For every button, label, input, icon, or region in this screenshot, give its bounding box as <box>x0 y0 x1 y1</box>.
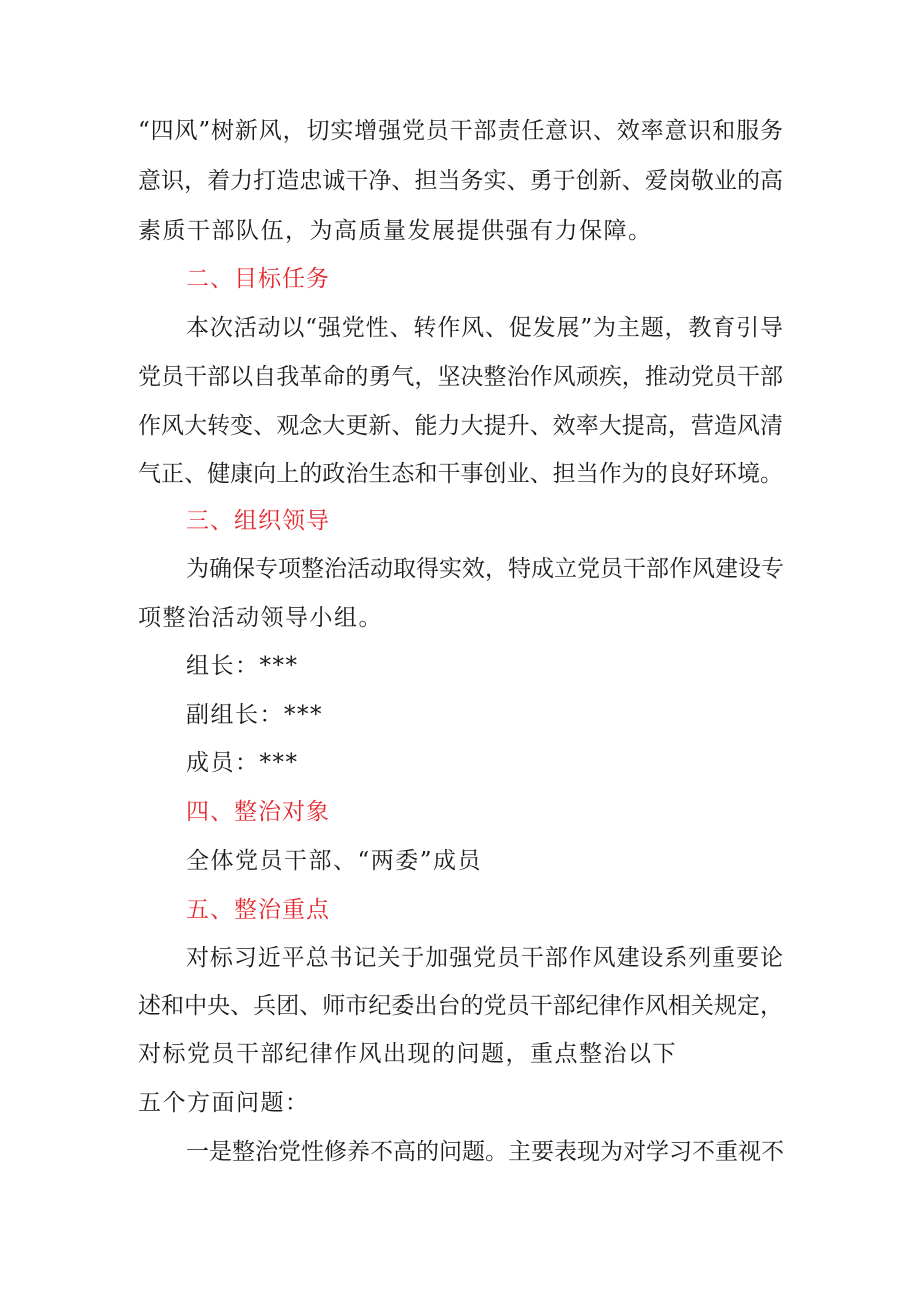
intro-line-3: 素质干部队伍，为高质量发展提供强有力保障。 <box>138 218 653 244</box>
targets-text: 全体党员干部、“两委”成员 <box>186 848 483 874</box>
key-points-line-1: 对标习近平总书记关于加强党员干部作风建设系列重要论 <box>186 945 783 971</box>
key-points-line-2: 述和中央、兵团、师市纪委出台的党员干部纪律作风相关规定， <box>138 993 783 1019</box>
goals-line-2: 党员干部以自我革命的勇气，坚决整治作风顽疾，推动党员干部 <box>138 364 783 390</box>
organization-line-1: 为确保专项整治活动取得实效，特成立党员干部作风建设专 <box>186 556 784 582</box>
intro-line-1: “四风”树新风，切实增强党员干部责任意识、效率意识和服务 <box>138 118 783 144</box>
section-heading-goals: 二、目标任务 <box>186 266 330 292</box>
key-points-line-4: 五个方面问题： <box>138 1090 310 1116</box>
section-heading-key-points: 五、整治重点 <box>186 897 330 923</box>
section-heading-targets: 四、整治对象 <box>186 799 330 825</box>
key-points-line-3: 对标党员干部纪律作风出现的问题，重点整治以下 <box>138 1041 677 1067</box>
deputy-group-leader: 副组长：*** <box>186 702 323 728</box>
goals-line-4: 气正、健康向上的政治生态和干事创业、担当作为的良好环境。 <box>138 461 783 487</box>
group-members: 成员：*** <box>186 750 299 776</box>
key-points-line-5: 一是整治党性修养不高的问题。主要表现为对学习不重视不 <box>186 1139 784 1165</box>
group-leader: 组长：*** <box>186 653 299 679</box>
organization-line-2: 项整治活动领导小组。 <box>138 605 383 631</box>
goals-line-1: 本次活动以“强党性、转作风、促发展”为主题，教育引导 <box>186 315 783 341</box>
section-heading-organization: 三、组织领导 <box>186 508 330 534</box>
intro-line-2: 意识，着力打造忠诚干净、担当务实、勇于创新、爱岗敬业的高 <box>138 168 783 194</box>
goals-line-3: 作风大转变、观念大更新、能力大提升、效率大提高，营造风清 <box>138 413 783 439</box>
